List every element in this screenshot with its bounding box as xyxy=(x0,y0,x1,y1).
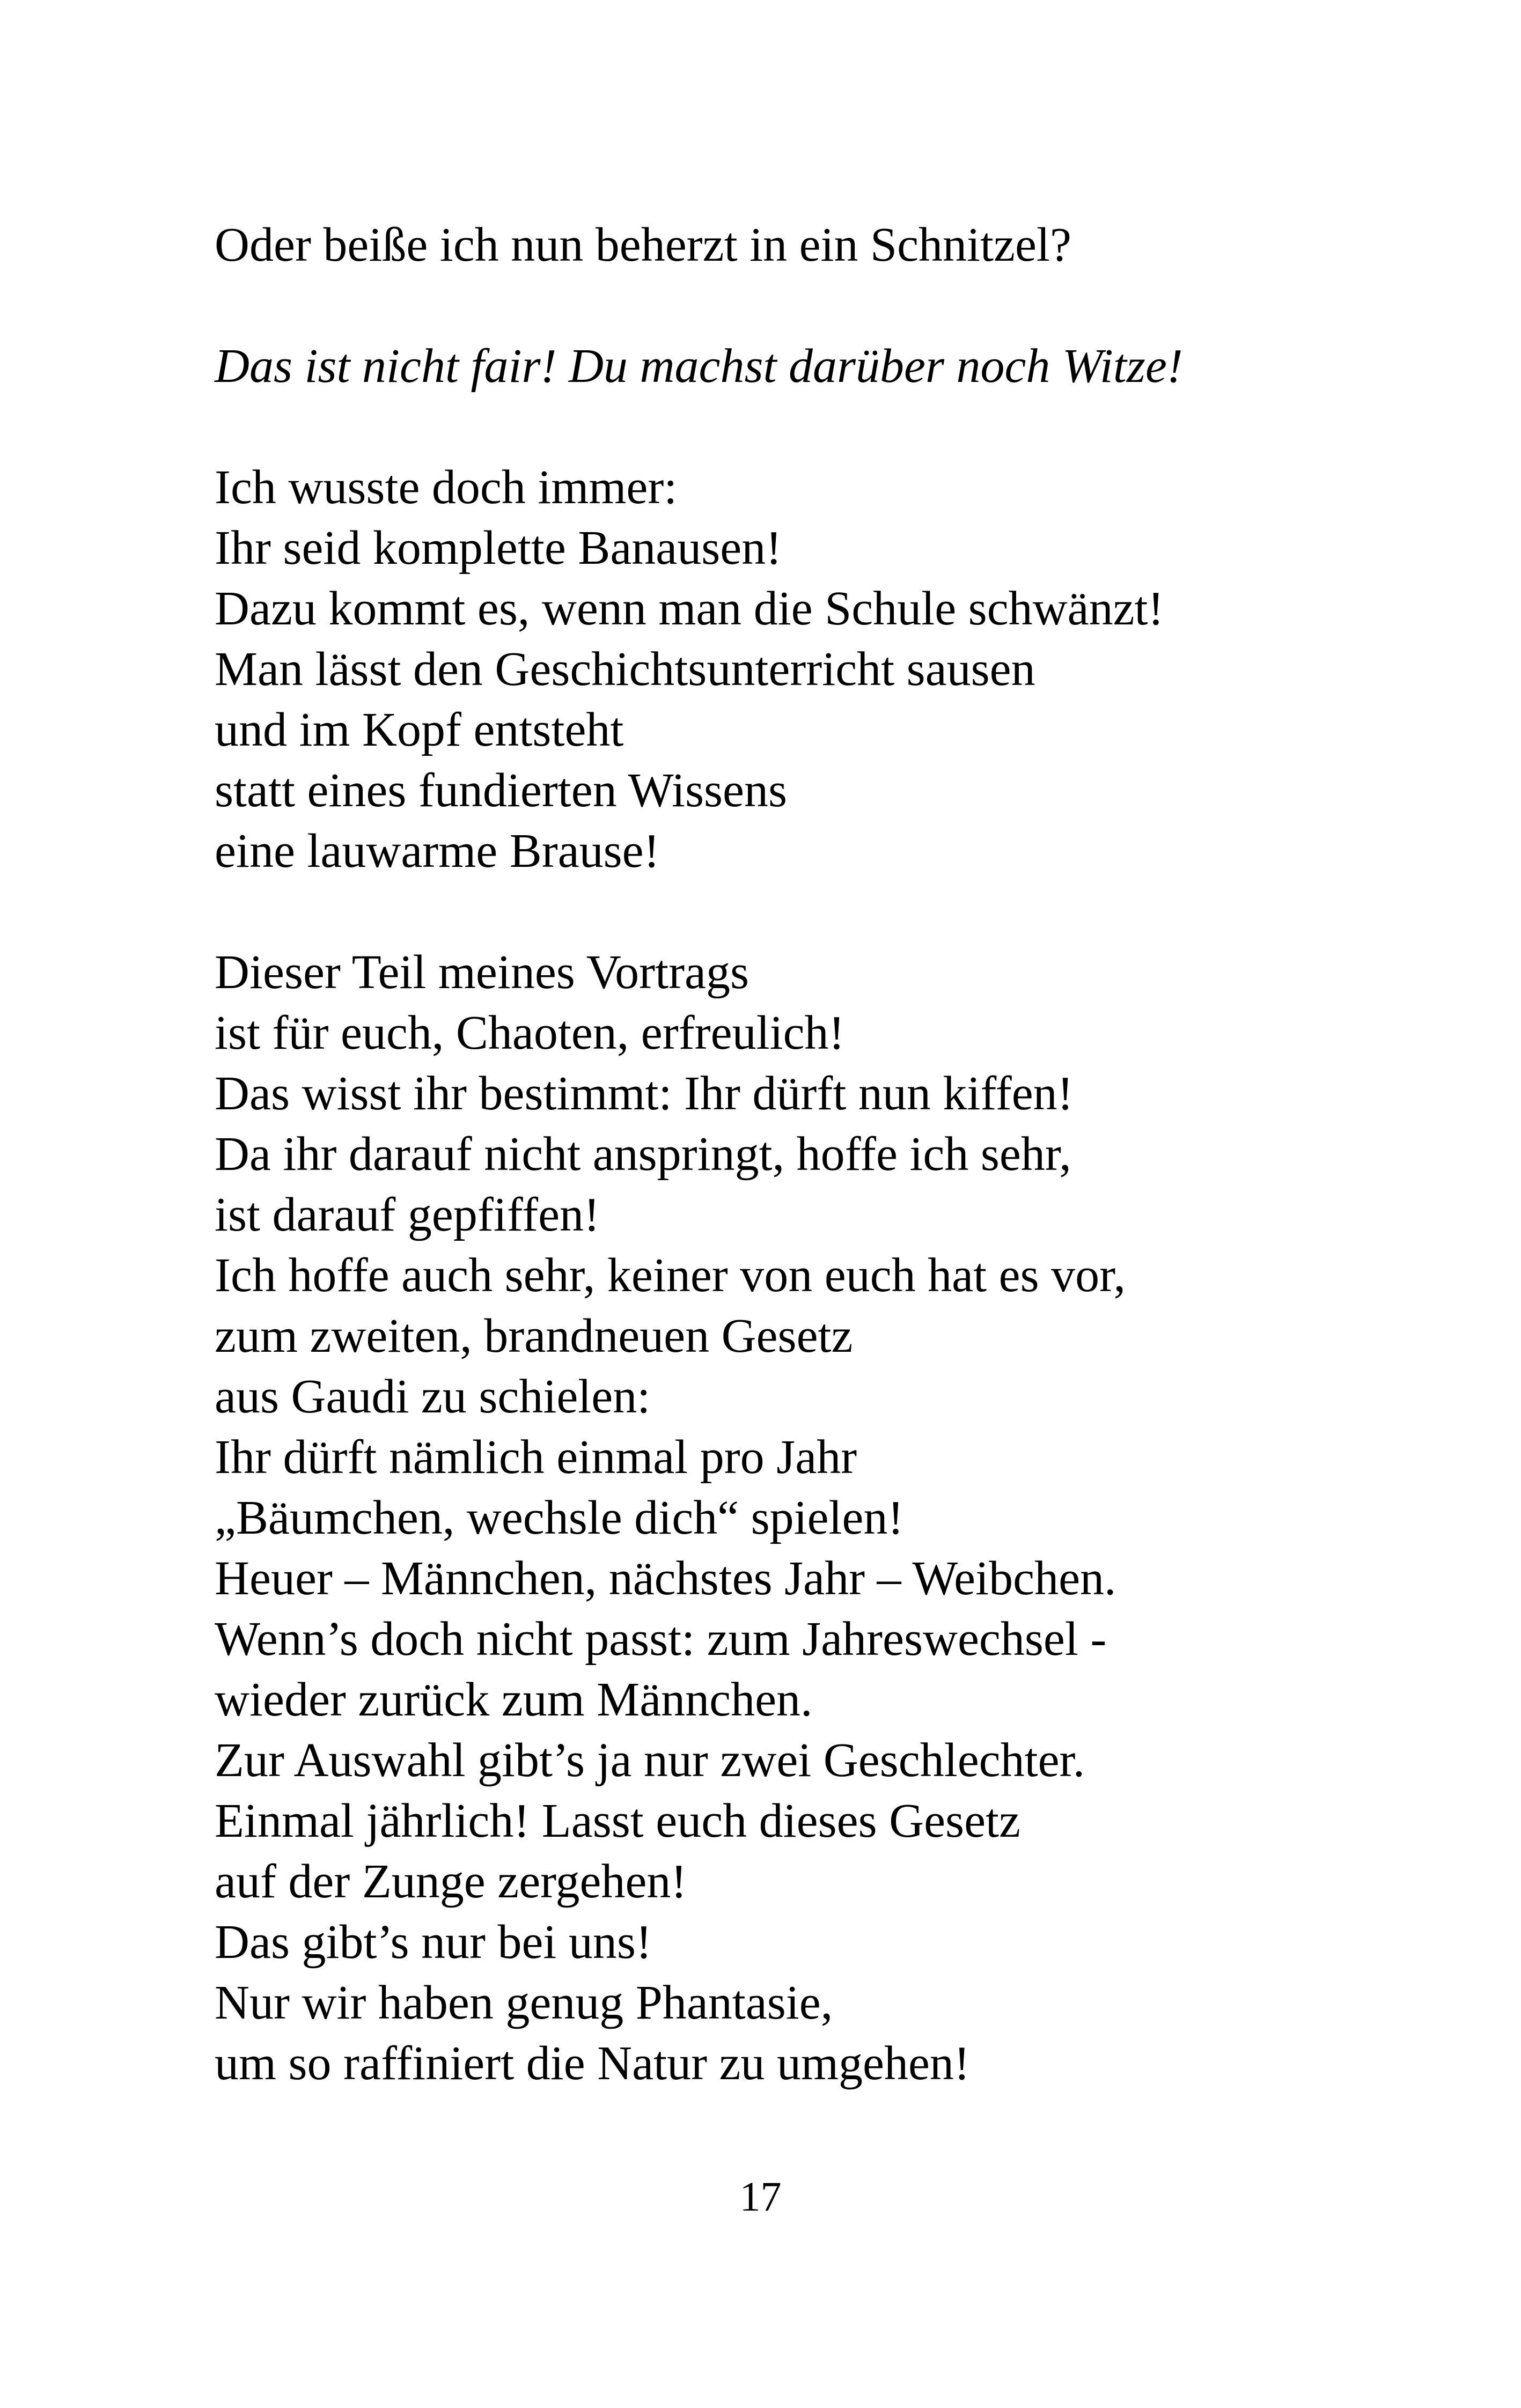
poem-line: Ich hoffe auch sehr, keiner von euch hat es vor, xyxy=(215,1249,1126,1302)
poem-line: Wenn’s doch nicht passt: zum Jahreswechsel - xyxy=(215,1612,1107,1666)
poem-line-italic: Das ist nicht fair! Du machst darüber noch Witze! xyxy=(215,340,1183,393)
poem-line: Ich wusste doch immer: xyxy=(215,461,678,514)
poem-line: Das wisst ihr bestimmt: Ihr dürft nun kiffen! xyxy=(215,1067,1074,1120)
poem-line: ist für euch, Chaoten, erfreulich! xyxy=(215,1006,845,1059)
poem-line: aus Gaudi zu schielen: xyxy=(215,1370,651,1423)
poem-line: Heuer – Männchen, nächstes Jahr – Weibchen. xyxy=(215,1552,1116,1605)
page-number: 17 xyxy=(739,2173,782,2220)
poem-line: wieder zurück zum Männchen. xyxy=(215,1673,813,1726)
poem-line: Nur wir haben genug Phantasie, xyxy=(215,1976,833,2029)
poem-line: Dazu kommt es, wenn man die Schule schwänzt! xyxy=(215,582,1164,635)
poem-line: ist darauf gepfiffen! xyxy=(215,1188,600,1241)
poem-line: Zur Auswahl gibt’s ja nur zwei Geschlechter. xyxy=(215,1734,1085,1787)
poem-line: Ihr dürft nämlich einmal pro Jahr xyxy=(215,1431,857,1484)
poem-line: Man lässt den Geschichtsunterricht sausen xyxy=(215,643,1035,696)
stanza-gap xyxy=(215,396,1341,457)
poem-line: Ihr seid komplette Banausen! xyxy=(215,521,782,575)
poem-text xyxy=(215,215,1341,2094)
poem-line: eine lauwarme Brause! xyxy=(215,824,660,878)
poem-line: zum zweiten, brandneuen Gesetz xyxy=(215,1309,853,1363)
poem-line: und im Kopf entsteht xyxy=(215,703,624,756)
poem-line: „Bäumchen, wechsle dich“ spielen! xyxy=(215,1491,904,1544)
poem-line: Einmal jährlich! Lasst euch dieses Gesetz xyxy=(215,1794,1020,1847)
poem-line: Da ihr darauf nicht anspringt, hoffe ich sehr, xyxy=(215,1128,1071,1181)
stanza-gap xyxy=(215,275,1341,336)
poem-line: auf der Zunge zergehen! xyxy=(215,1855,687,1908)
poem-line: Dieser Teil meines Vortrags xyxy=(215,946,750,999)
poem-line: um so raffiniert die Natur zu umgehen! xyxy=(215,2037,970,2090)
poem-line: Das gibt’s nur bei uns! xyxy=(215,1916,652,1969)
poem-line: statt eines fundierten Wissens xyxy=(215,764,787,817)
stanza-gap xyxy=(215,881,1341,942)
poem-line: Oder beiße ich nun beherzt in ein Schnitzel? xyxy=(215,218,1071,271)
